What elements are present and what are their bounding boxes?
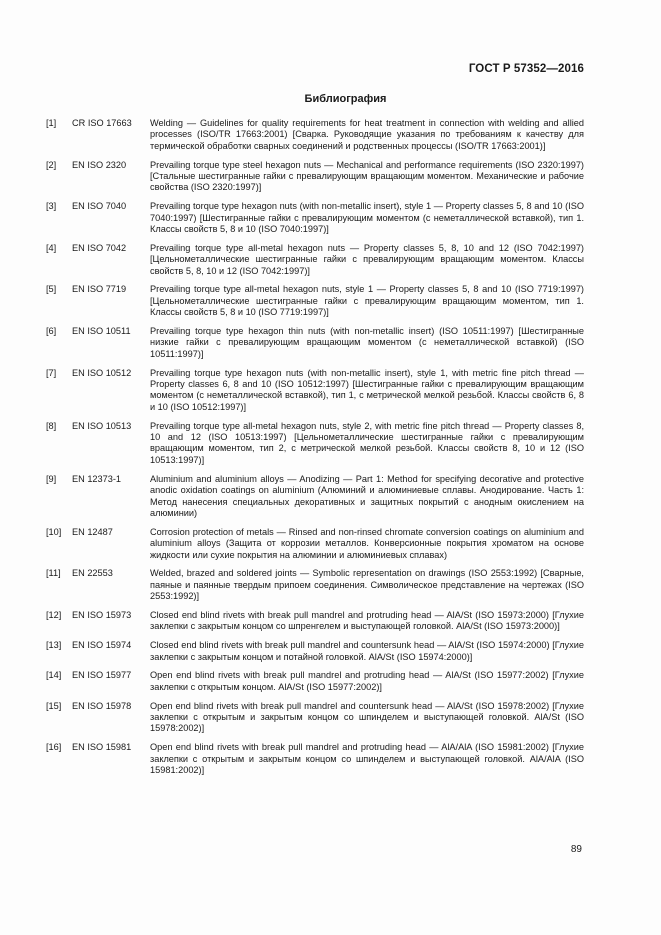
entry-text: Prevailing torque type hexagon nuts (with non-metallic insert), style 1 — Property classes 5, 8 and 10 (ISO 7040:1997) [Шестигранные гайки с превалирующим моментом (с неметаллической вставкой), тип 1. Классы свойств 5, 8 и 10 (ISO 7040:1997)] bbox=[150, 201, 584, 235]
entry-text: Prevailing torque type steel hexagon nuts — Mechanical and performance requirements (ISO 2320:1997) [Стальные шестигранные гайки с превалирующим вращающим моментом. Механические и рабочие свойства (ISO 2320:1997)] bbox=[150, 159, 584, 193]
entry-text: Closed end blind rivets with break pull mandrel and countersunk head — AlA/St (ISO 15974:2000) [Глухие заклепки с закрытым концом и потайной головкой. AlA/St (ISO 15974:2000)] bbox=[150, 640, 584, 662]
entry-number: [16] bbox=[46, 742, 62, 753]
entry-text: Prevailing torque type all-metal hexagon nuts, style 1 — Property classes 5, 8 and 10 (ISO 7719:1997) [Цельнометаллические шестигранные гайки с превалирующим вращающим моментом, тип 1. Классы свойств 5, 8 и 10 (ISO 7719:1997)] bbox=[150, 284, 584, 318]
entry-text: Open end blind rivets with break pull mandrel and protruding head — AlA/AlA (ISO 15981:2002) [Глухие заклепки с открытым и закрытым концом со шпинделем и выступающей головкой. AlA/AlA (ISO 15981:2002)] bbox=[150, 742, 584, 775]
entry-standard-code: EN ISO 15977 bbox=[72, 670, 132, 681]
bibliography-entry bbox=[46, 160, 584, 194]
entry-number: [10] bbox=[46, 526, 62, 537]
entry-number: [12] bbox=[46, 609, 62, 620]
entry-text: Aluminium and aluminium alloys — Anodizing — Part 1: Method for specifying decorative and protective anodic oxidation coatings on aluminium (Алюминий и алюминиевые сплавы. Анодирование. Часть 1: Метод нанесения специальных декоративных и защитных покрытий с анодным окислением на алюминии) bbox=[150, 473, 584, 518]
page-number: 89 bbox=[570, 844, 582, 855]
bibliography-list bbox=[46, 118, 584, 784]
bibliography-entry bbox=[46, 201, 584, 235]
bibliography-entry bbox=[46, 118, 584, 152]
standard-code: ГОСТ Р 57352—2016 bbox=[468, 63, 584, 75]
entry-standard-code: EN ISO 15974 bbox=[72, 640, 132, 651]
bibliography-entry bbox=[46, 568, 584, 602]
entry-number: [4] bbox=[46, 242, 57, 253]
entry-number: [6] bbox=[46, 326, 57, 337]
entry-number: [3] bbox=[46, 201, 57, 212]
entry-number: [14] bbox=[46, 670, 62, 681]
bibliography-entry bbox=[46, 640, 584, 663]
bibliography-entry bbox=[46, 284, 584, 318]
bibliography-entry bbox=[46, 368, 584, 414]
bibliography-entry bbox=[46, 610, 584, 633]
entry-standard-code: EN ISO 7040 bbox=[72, 201, 127, 212]
entry-text: Welding — Guidelines for quality requirements for heat treatment in connection with welding and allied processes (ISO/TR 17663:2001) [Сварка. Руководящие указания по требованиям к качеству для термической обработки сварных соединений и родственных процессы (ISO/TR 17663:2001)] bbox=[150, 118, 584, 151]
bibliography-entry bbox=[46, 243, 584, 277]
entry-number: [2] bbox=[46, 159, 57, 170]
entry-standard-code: EN 12487 bbox=[72, 526, 113, 537]
entry-text: Corrosion protection of metals — Rinsed and non-rinsed chromate conversion coatings on aluminium and aluminium alloys (Защита от коррозии металлов. Конверсионные покрытия хроматом на основе жидкости или сухие покрытия на алюминии и алюминиевых сплавах) bbox=[150, 526, 584, 560]
entry-text: Prevailing torque type all-metal hexagon nuts, style 2, with metric fine pitch thread — Property classes 8, 10 and 12 (ISO 10513:1997) [Цельнометаллические шестигранные гайки с превалирующим вращающим моментом, тип 2, с метрической мелкой резьбой. Классы свойств 8, 10 и 12 (ISO 10513:1997)] bbox=[150, 420, 584, 465]
entry-standard-code: EN ISO 15981 bbox=[72, 742, 132, 753]
entry-text: Welded, brazed and soldered joints — Symbolic representation on drawings (ISO 2553:1992) [Сварные, паяные и паянные твердым припоем соединения. Символическое представление на чертежах (ISO 2553:1992)] bbox=[150, 568, 584, 602]
bibliography-entry bbox=[46, 474, 584, 520]
entry-number: [15] bbox=[46, 700, 62, 711]
entry-standard-code: EN ISO 10511 bbox=[72, 326, 131, 337]
entry-text: Prevailing torque type hexagon nuts (with non-metallic insert), style 1, with metric fine pitch thread — Property classes 6, 8 and 10 (ISO 10512:1997) [Шестигранные гайки с превалирующим вращающим моментом (с неметаллической вставкой), тип 1, с метрической мелкой резьбой. Классы свойств 6, 8 и 10 (ISO 10512:1997)] bbox=[150, 367, 584, 412]
entry-standard-code: EN ISO 15973 bbox=[72, 609, 132, 620]
entry-number: [13] bbox=[46, 640, 62, 651]
entry-standard-code: EN 22553 bbox=[72, 568, 113, 579]
entry-standard-code: EN ISO 10512 bbox=[72, 367, 132, 378]
entry-standard-code: EN ISO 15978 bbox=[72, 700, 132, 711]
bibliography-entry bbox=[46, 701, 584, 735]
entry-text: Prevailing torque type all-metal hexagon nuts — Property classes 5, 8, 10 and 12 (ISO 7042:1997) [Цельнометаллические шестигранные гайки с превалирующим вращающим моментом. Классы свойств 5, 8, 10 и 12 (ISO 7042:1997)] bbox=[150, 242, 584, 276]
entry-standard-code: EN ISO 10513 bbox=[72, 420, 132, 431]
entry-number: [1] bbox=[46, 118, 57, 128]
bibliography-entry bbox=[46, 421, 584, 467]
entry-number: [7] bbox=[46, 367, 57, 378]
entry-number: [11] bbox=[46, 568, 61, 579]
bibliography-entry bbox=[46, 527, 584, 561]
bibliography-entry bbox=[46, 670, 584, 693]
entry-standard-code: EN 12373-1 bbox=[72, 473, 122, 484]
entry-standard-code: EN ISO 7042 bbox=[72, 242, 127, 253]
entry-number: [8] bbox=[46, 420, 57, 431]
entry-standard-code: EN ISO 7719 bbox=[72, 284, 127, 295]
entry-text: Closed end blind rivets with break pull mandrel and protruding head — AlA/St (ISO 15973:2000) [Глухие заклепки с закрытым концом со шпренгелем и выступающей головкой. AlA/St (ISO 15973:2000)] bbox=[150, 609, 584, 632]
bibliography-entry bbox=[46, 742, 584, 776]
entry-number: [5] bbox=[46, 284, 57, 295]
entry-text: Open end blind rivets with break pull mandrel and countersunk head — AlA/St (ISO 15978:2002) [Глухие заклепки с открытым и закрытым концом со шпинделем и выступающей головкой. AlA/St (ISO 15978:2002)] bbox=[150, 700, 584, 734]
entry-text: Prevailing torque type hexagon thin nuts (with non-metallic insert) (ISO 10511:1997) [Шестигранные низкие гайки с превалирующим вращающим моментом (с неметаллической вставкой) (ISO 10511:1997)] bbox=[150, 326, 584, 359]
entry-standard-code: EN ISO 2320 bbox=[72, 159, 127, 170]
page-title: Библиография bbox=[304, 93, 387, 105]
entry-standard-code: CR ISO 17663 bbox=[72, 118, 132, 128]
entry-number: [9] bbox=[46, 473, 57, 484]
entry-text: Open end blind rivets with break pull mandrel and protruding head — AlA/St (ISO 15977:2002) [Глухие заклепки с открытым концом. AlA/St (ISO 15977:2002)] bbox=[150, 670, 584, 692]
bibliography-entry bbox=[46, 326, 584, 360]
